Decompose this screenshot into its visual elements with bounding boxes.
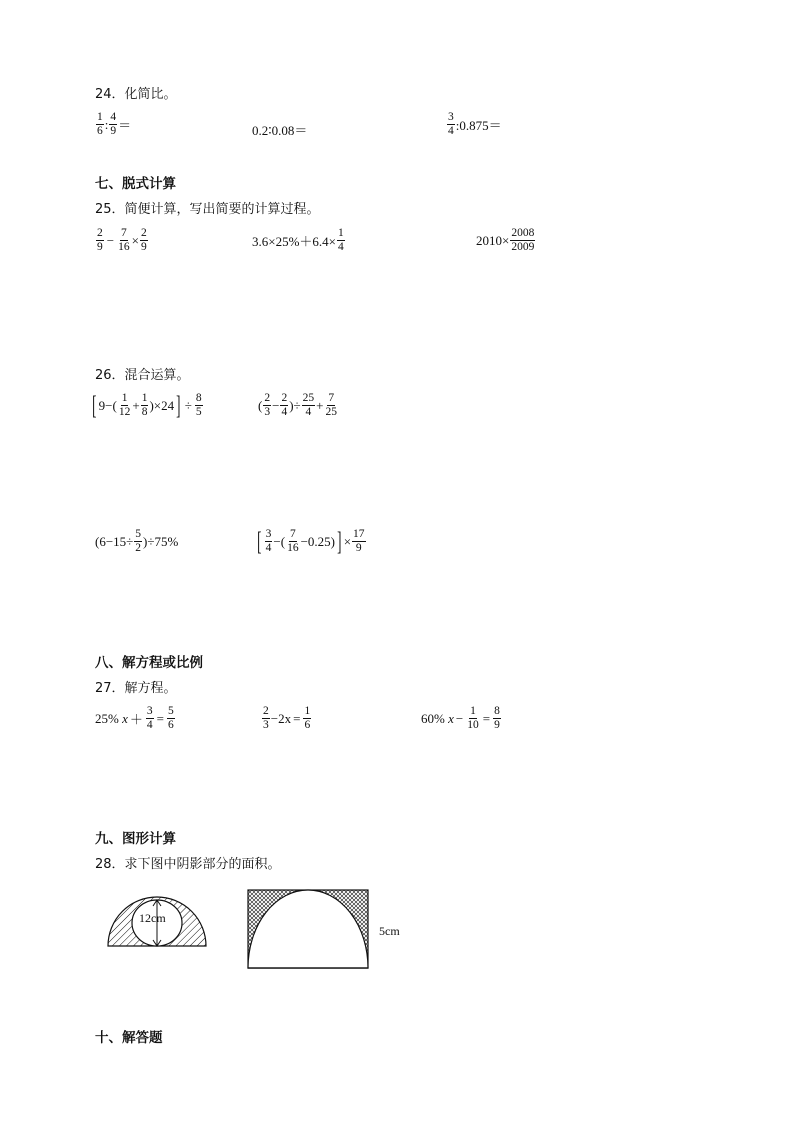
q26-expr4: [ 3 4 −( 7 16 −0.25) ] × $\frac{17}{9}$: [257, 526, 365, 556]
section-8-title: 八、解方程或比例: [95, 655, 203, 671]
q25-expr2: 3.6×25%＋6.4× $\frac{1}{4}$: [252, 227, 344, 253]
q26-label: 26．混合运算。: [95, 368, 190, 383]
q25-expr1: 2 9 − $\frac{7}{16}$ × $\frac{2}{9}$: [97, 227, 147, 253]
q24-expr1: 1 6 : 4 9 ＝: [97, 111, 132, 137]
q25-label: 25．简便计算，写出简要的计算过程。: [95, 202, 320, 217]
q27-expr1: 25% x ＋ $\frac{3}{4}$ = $\frac{5}{6}$: [95, 705, 174, 731]
q24-expr3: 3 4 :0.875＝: [448, 111, 502, 137]
figure1-dimension-label: 12cm: [139, 911, 166, 925]
q27-expr2: 2 3 −2x = $\frac{1}{6}$: [263, 705, 311, 731]
q26-expr2: ( 2 3 − $\frac{2}{4}$ )÷ $\frac{25}{4}$ + $\frac{7}{25}$: [258, 392, 337, 418]
figure2-dimension-label: 5cm: [379, 924, 400, 938]
q28-label: 28．求下图中阴影部分的面积。: [95, 857, 281, 872]
q27-expr3: 60% x − $\frac{1}{10}$ = $\frac{8}{9}$: [421, 705, 500, 731]
section-9-title: 九、图形计算: [95, 831, 176, 847]
q25-expr3: 2010× $\frac{2008}{2009}$: [476, 227, 535, 253]
section-10-title: 十、解答题: [95, 1030, 163, 1046]
q27-label: 27．解方程。: [95, 681, 177, 696]
section-7-title: 七、脱式计算: [95, 176, 176, 192]
q26-expr3: (6−15÷ $\frac{5}{2}$ )÷75%: [95, 528, 179, 554]
figure-rectangle-semicircle: [244, 886, 374, 972]
q24-expr2: 0.2∶0.08＝: [252, 123, 308, 138]
q24-label: 24．化简比。: [95, 87, 177, 102]
q26-expr1: [ 9−( 1 12 + $\frac{1}{8}$ )×24 ] ÷ $\frac{8}{5}$: [92, 390, 202, 420]
